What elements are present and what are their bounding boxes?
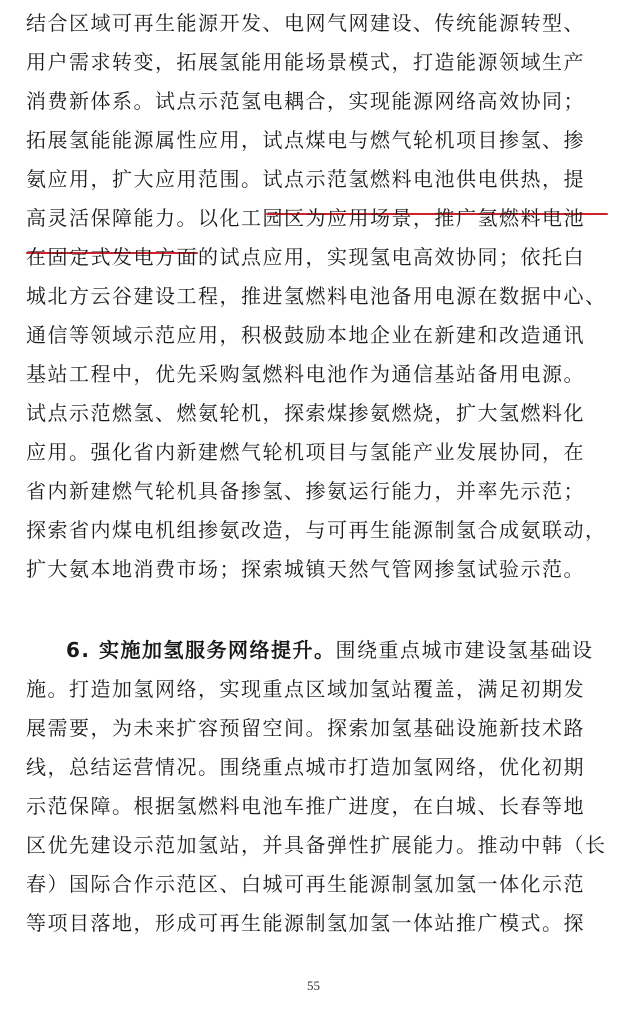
body-line: 城北方云谷建设工程，推进氢燃料电池备用电源在数据中心、 <box>26 284 607 308</box>
body-line: 春）国际合作示范区、白城可再生能源制氢加氢一体化示范 <box>26 872 585 896</box>
body-line: 应用。强化省内新建燃气轮机项目与氢能产业发展协同，在 <box>26 440 585 464</box>
section-6-first-line <box>66 637 606 663</box>
body-line: 展需要，为未来扩容预留空间。探索加氢基础设施新技术路 <box>26 716 585 740</box>
body-line: 氨应用，扩大应用范围。试点示范氢燃料电池供电供热，提 <box>26 167 585 191</box>
body-line: 拓展氢能能源属性应用，试点煤电与燃气轮机项目掺氢、掺 <box>26 128 585 152</box>
page-number: 55 <box>307 978 320 993</box>
body-line: 基站工程中，优先采购氢燃料电池作为通信基站备用电源。 <box>26 362 585 386</box>
body-line: 线，总结运营情况。围绕重点城市打造加氢网络，优化初期 <box>26 755 585 779</box>
body-line: 区优先建设示范加氢站，并具备弹性扩展能力。推动中韩（长 <box>26 833 607 857</box>
body-line: 探索省内煤电机组掺氨改造，与可再生能源制氢合成氨联动， <box>26 518 607 542</box>
body-line: 在固定式发电方面的试点应用，实现氢电高效协同；依托白 <box>26 245 585 269</box>
body-line: 省内新建燃气轮机具备掺氢、掺氨运行能力，并率先示范； <box>26 479 585 503</box>
body-line: 用户需求转变，拓展氢能用能场景模式，打造能源领域生产 <box>26 50 585 74</box>
body-line: 通信等领域示范应用，积极鼓励本地企业在新建和改造通讯 <box>26 323 585 347</box>
body-line: 试点示范燃氢、燃氨轮机，探索煤掺氨燃烧，扩大氢燃料化 <box>26 401 585 425</box>
body-line: 高灵活保障能力。以化工园区为应用场景，推广氢燃料电池 <box>26 206 585 230</box>
section-6-heading: 6. 实施加氢服务网络提升。 <box>66 638 336 662</box>
section-6-first-line-text: 围绕重点城市建设氢基础设 <box>335 638 594 662</box>
body-line: 消费新体系。试点示范氢电耦合，实现能源网络高效协同； <box>26 89 585 113</box>
body-line: 等项目落地，形成可再生能源制氢加氢一体站推广模式。探 <box>26 911 585 935</box>
body-line: 结合区域可再生能源开发、电网气网建设、传统能源转型、 <box>26 11 585 35</box>
body-line: 示范保障。根据氢燃料电池车推广进度，在白城、长春等地 <box>26 794 585 818</box>
body-line: 扩大氨本地消费市场；探索城镇天然气管网掺氢试验示范。 <box>26 557 585 581</box>
body-line: 施。打造加氢网络，实现重点区域加氢站覆盖，满足初期发 <box>26 677 585 701</box>
